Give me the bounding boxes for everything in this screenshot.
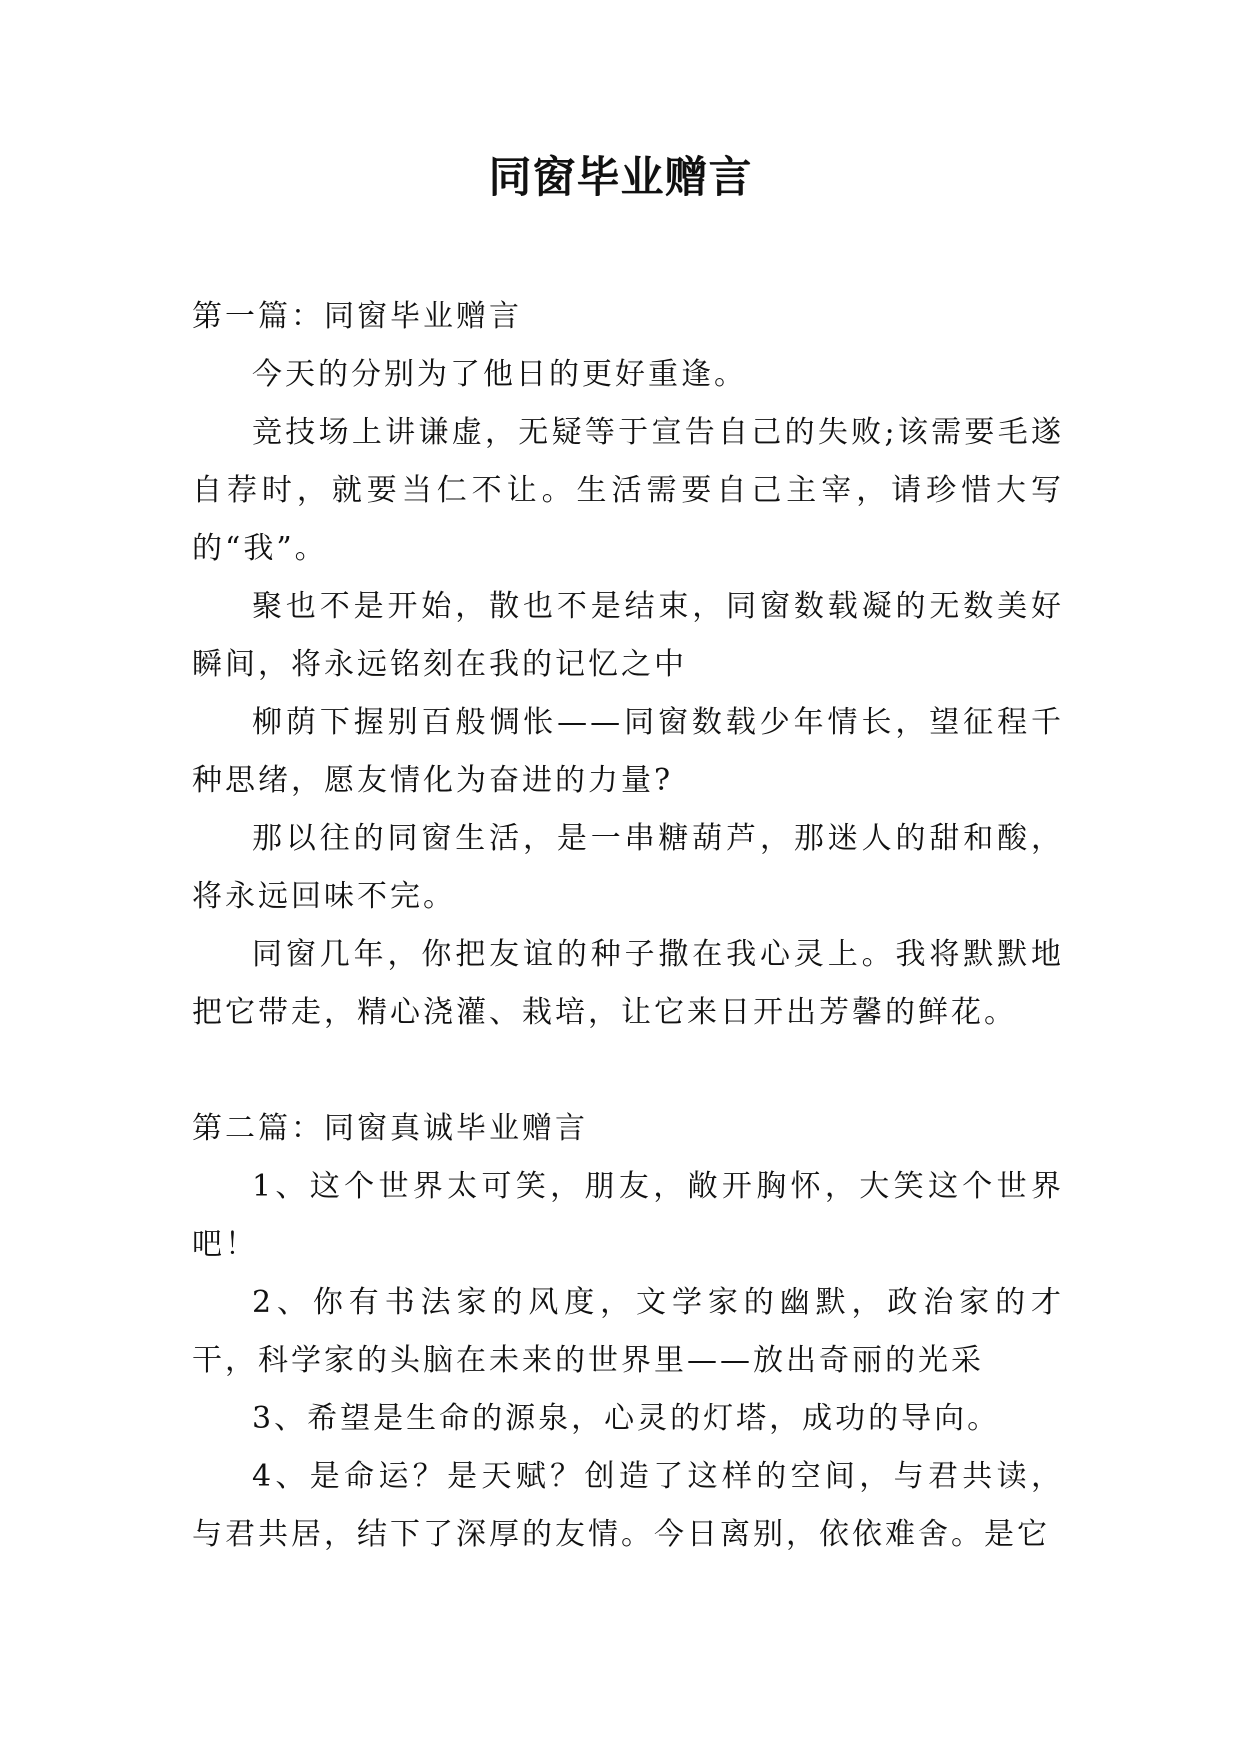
section-heading-2: 第二篇：同窗真诚毕业赠言 (192, 1111, 588, 1146)
paragraph: 同窗几年，你把友谊的种子撒在我心灵上。我将默默地把它带走，精心浇灌、栽培，让它来日开出芳馨的鲜花。 (192, 937, 1064, 1030)
section-heading-1: 第一篇：同窗毕业赠言 (192, 299, 522, 334)
paragraph: 4、是命运？是天赋？创造了这样的空间，与君共读，与君共居，结下了深厚的友情。今日离别，依依难舍。是它 (192, 1459, 1064, 1552)
section-spacer (192, 1042, 1064, 1100)
paragraph: 柳荫下握别百般惆怅——同窗数载少年情长，望征程千种思绪，愿友情化为奋进的力量? (192, 705, 1064, 798)
paragraph: 竞技场上讲谦虚，无疑等于宣告自己的失败;该需要毛遂自荐时，就要当仁不让。生活需要自己主宰，请珍惜大写的“我”。 (192, 415, 1064, 566)
paragraph: 3、希望是生命的源泉，心灵的灯塔，成功的导向。 (252, 1401, 1001, 1436)
paragraph: 1、这个世界太可笑，朋友，敞开胸怀，大笑这个世界吧！ (192, 1169, 1064, 1262)
document-body (192, 288, 1064, 1564)
paragraph: 2、你有书法家的风度，文学家的幽默，政治家的才干，科学家的头脑在未来的世界里——放出奇丽的光采 (192, 1285, 1064, 1378)
document-title: 同窗毕业赠言 (488, 153, 753, 203)
paragraph: 聚也不是开始，散也不是结束，同窗数载凝的无数美好瞬间，将永远铭刻在我的记忆之中 (192, 589, 1064, 682)
paragraph: 那以往的同窗生活，是一串糖葫芦，那迷人的甜和酸，将永远回味不完。 (192, 821, 1064, 914)
paragraph: 今天的分别为了他日的更好重逢。 (252, 357, 747, 392)
